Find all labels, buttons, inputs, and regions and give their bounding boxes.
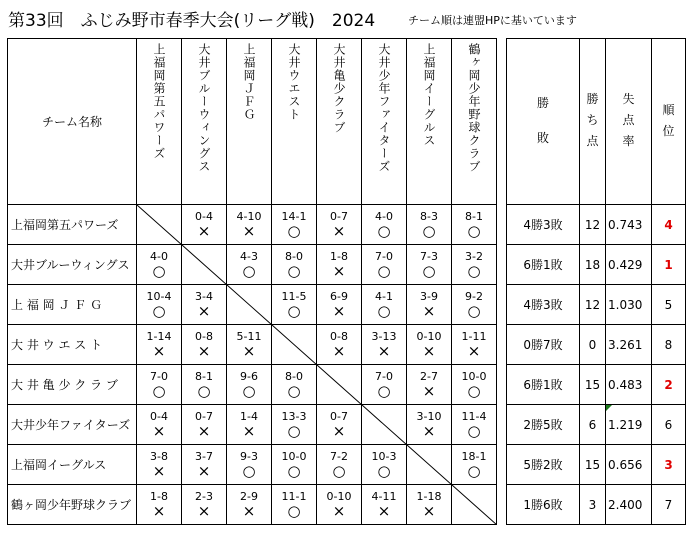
win-loss-record: 2勝5敗: [507, 405, 580, 445]
match-score: 11-5: [281, 290, 307, 303]
team-name: 大 井 亀 少 ク ラ ブ: [8, 365, 137, 405]
match-cell: [362, 325, 407, 365]
match-cell: [362, 205, 407, 245]
match-result-mark: ×: [422, 382, 436, 400]
team-column-label: 上福岡第五パワーズ: [152, 43, 166, 160]
match-result-mark: ○: [422, 222, 436, 240]
match-result-mark: ○: [467, 302, 481, 320]
match-cell: [452, 325, 497, 365]
match-cell: [362, 245, 407, 285]
match-result-mark: ○: [467, 262, 481, 280]
match-score: 8-0: [285, 370, 303, 383]
match-result-mark: ×: [242, 222, 256, 240]
match-score: 8-0: [285, 250, 303, 263]
match-cell: [137, 445, 182, 485]
team-name: 大井ブルーウィングス: [8, 245, 137, 285]
team-column-label: 大井少年ファイターズ: [377, 43, 391, 173]
wins-header-char: 敗: [536, 130, 549, 145]
match-score: 10-4: [146, 290, 172, 303]
match-result-mark: ○: [467, 462, 481, 480]
win-points: 15: [580, 365, 606, 405]
match-result-mark: ×: [332, 302, 346, 320]
match-cell: [407, 485, 452, 525]
runs-allowed-rate: 1.030: [606, 285, 652, 325]
match-result-mark: ○: [242, 462, 256, 480]
team-column-label: 鶴ヶ岡少年野球クラブ: [467, 43, 481, 173]
match-cell: [317, 325, 362, 365]
match-result-mark: ○: [377, 262, 391, 280]
match-cell: [362, 285, 407, 325]
match-score: 0-7: [195, 410, 213, 423]
match-score: 3-10: [416, 410, 442, 423]
match-result-mark: ○: [287, 222, 301, 240]
match-result-mark: ○: [332, 462, 346, 480]
self-match-cell: [182, 245, 227, 285]
match-result-mark: ○: [197, 382, 211, 400]
match-score: 0-4: [150, 410, 168, 423]
diagonal-line: [137, 205, 182, 245]
match-score: 9-3: [240, 450, 258, 463]
match-score: 10-0: [461, 370, 487, 383]
runs-allowed-rate: 0.743: [606, 205, 652, 245]
ratio-header-char: 失: [622, 92, 635, 106]
standings-header-row: [507, 39, 686, 205]
match-result-mark: ○: [287, 262, 301, 280]
match-result-mark: ○: [287, 502, 301, 520]
match-cell: [452, 445, 497, 485]
match-result-mark: ×: [422, 342, 436, 360]
comment-flag-icon: [606, 405, 612, 411]
match-cell: [407, 205, 452, 245]
points-header: [580, 39, 606, 205]
rank-value: 4: [652, 205, 686, 245]
match-cell: [317, 445, 362, 485]
match-cell: [272, 365, 317, 405]
match-score: 0-7: [330, 210, 348, 223]
match-score: 8-1: [465, 210, 483, 223]
match-score: 0-7: [330, 410, 348, 423]
match-result-mark: ×: [377, 502, 391, 520]
match-score: 4-3: [240, 250, 258, 263]
standings-row: [507, 365, 686, 405]
runs-allowed-rate: 0.483: [606, 365, 652, 405]
win-loss-record: 0勝7敗: [507, 325, 580, 365]
win-points: 15: [580, 445, 606, 485]
self-match-cell: [317, 365, 362, 405]
diagonal-line: [317, 365, 362, 405]
match-cell: [407, 325, 452, 365]
diagonal-line: [272, 325, 317, 365]
match-score: 3-13: [371, 330, 397, 343]
match-cell: [452, 285, 497, 325]
match-cell: [227, 325, 272, 365]
win-loss-record: 6勝1敗: [507, 365, 580, 405]
rank-header-char: 位: [662, 123, 675, 138]
match-score: 7-0: [150, 370, 168, 383]
match-result-mark: ×: [332, 502, 346, 520]
match-score: 2-3: [195, 490, 213, 503]
match-score: 3-9: [420, 290, 438, 303]
match-cell: [407, 245, 452, 285]
self-match-cell: [137, 205, 182, 245]
match-result-mark: ×: [332, 262, 346, 280]
match-score: 2-9: [240, 490, 258, 503]
match-result-mark: ○: [152, 302, 166, 320]
match-score: 1-11: [461, 330, 487, 343]
diagonal-line: [227, 285, 272, 325]
match-result-mark: ×: [422, 422, 436, 440]
self-match-cell: [227, 285, 272, 325]
match-cell: [227, 405, 272, 445]
team-column-header: [272, 39, 317, 205]
match-result-mark: ×: [152, 502, 166, 520]
runs-allowed-rate: 3.261: [606, 325, 652, 365]
diagonal-line: [362, 405, 407, 445]
win-loss-record: 5勝2敗: [507, 445, 580, 485]
runs-allowed-rate: 0.656: [606, 445, 652, 485]
win-loss-record: 4勝3敗: [507, 205, 580, 245]
match-result-mark: ×: [332, 342, 346, 360]
match-result-mark: ×: [242, 502, 256, 520]
match-cell: [452, 365, 497, 405]
match-cell: [227, 485, 272, 525]
win-points: 6: [580, 405, 606, 445]
match-result-mark: ×: [332, 422, 346, 440]
team-name: 上福岡第五パワーズ: [8, 205, 137, 245]
order-note: チーム順は連盟HPに基いています: [408, 14, 577, 27]
team-name: 上福岡イーグルス: [8, 445, 137, 485]
match-result-mark: ×: [152, 342, 166, 360]
match-result-mark: ○: [152, 382, 166, 400]
match-score: 2-7: [420, 370, 438, 383]
standings-row: [507, 205, 686, 245]
team-column-label: 大井亀少クラブ: [332, 43, 346, 134]
match-score: 11-4: [461, 410, 487, 423]
match-score: 4-11: [371, 490, 397, 503]
standings-row: [507, 285, 686, 325]
match-score: 3-4: [195, 290, 213, 303]
match-cell: [452, 205, 497, 245]
team-row: [8, 485, 497, 525]
match-score: 5-11: [236, 330, 262, 343]
match-result-mark: ○: [467, 382, 481, 400]
match-score: 0-8: [330, 330, 348, 343]
standings-table: [506, 38, 686, 525]
match-cell: [407, 405, 452, 445]
team-name: 大井少年ファイターズ: [8, 405, 137, 445]
team-column-header: [137, 39, 182, 205]
match-result-mark: ○: [422, 262, 436, 280]
match-cell: [272, 205, 317, 245]
match-score: 7-3: [420, 250, 438, 263]
team-column-label: 上福岡イーグルス: [422, 43, 436, 147]
match-cell: [272, 245, 317, 285]
standings-row: [507, 445, 686, 485]
match-cell: [182, 485, 227, 525]
match-cell: [317, 405, 362, 445]
match-cell: [272, 445, 317, 485]
match-cell: [227, 245, 272, 285]
match-result-mark: ○: [242, 382, 256, 400]
wins-header: [507, 39, 580, 205]
match-score: 6-9: [330, 290, 348, 303]
match-result-mark: ×: [197, 222, 211, 240]
match-result-mark: ×: [332, 222, 346, 240]
match-score: 18-1: [461, 450, 487, 463]
match-score: 1-18: [416, 490, 442, 503]
match-result-mark: ○: [287, 422, 301, 440]
match-cell: [137, 405, 182, 445]
match-result-mark: ×: [242, 422, 256, 440]
match-score: 0-4: [195, 210, 213, 223]
match-result-mark: ×: [197, 342, 211, 360]
match-result-mark: ○: [377, 302, 391, 320]
rank-value: 6: [652, 405, 686, 445]
match-score: 7-0: [375, 250, 393, 263]
match-score: 10-0: [281, 450, 307, 463]
match-score: 11-1: [281, 490, 307, 503]
match-cell: [272, 405, 317, 445]
match-score: 1-8: [330, 250, 348, 263]
rank-header: [652, 39, 686, 205]
match-result-mark: ×: [467, 342, 481, 360]
win-loss-record: 6勝1敗: [507, 245, 580, 285]
match-score: 1-8: [150, 490, 168, 503]
match-score: 0-8: [195, 330, 213, 343]
team-name: 上 福 岡 Ｊ Ｆ Ｇ: [8, 285, 137, 325]
match-score: 3-7: [195, 450, 213, 463]
team-name-header: チーム名称: [8, 39, 137, 205]
win-loss-record: 1勝6敗: [507, 485, 580, 525]
rank-value: 3: [652, 445, 686, 485]
rank-value: 8: [652, 325, 686, 365]
runs-allowed-rate: 1.219: [606, 405, 652, 445]
match-score: 9-6: [240, 370, 258, 383]
match-cell: [137, 285, 182, 325]
match-cell: [317, 245, 362, 285]
diagonal-line: [452, 485, 497, 525]
page-title: 第33回 ふじみ野市春季大会(リーグ戦) 2024: [8, 11, 376, 31]
match-cell: [452, 405, 497, 445]
match-score: 13-3: [281, 410, 307, 423]
match-score: 3-2: [465, 250, 483, 263]
match-result-mark: ○: [242, 262, 256, 280]
match-score: 0-10: [326, 490, 352, 503]
points-header-char: 点: [586, 134, 599, 148]
match-result-mark: ○: [467, 222, 481, 240]
match-score: 8-3: [420, 210, 438, 223]
results-matrix: [7, 38, 497, 525]
match-cell: [137, 245, 182, 285]
team-row: [8, 365, 497, 405]
match-score: 4-1: [375, 290, 393, 303]
rank-value: 7: [652, 485, 686, 525]
match-result-mark: ×: [422, 302, 436, 320]
match-score: 0-10: [416, 330, 442, 343]
match-cell: [182, 325, 227, 365]
match-cell: [452, 245, 497, 285]
team-name: 鶴ヶ岡少年野球クラブ: [8, 485, 137, 525]
wins-header-char: 勝: [536, 95, 549, 110]
team-row: [8, 445, 497, 485]
match-cell: [137, 325, 182, 365]
team-column-header: [452, 39, 497, 205]
match-result-mark: ×: [197, 422, 211, 440]
match-score: 4-0: [150, 250, 168, 263]
match-result-mark: ○: [287, 302, 301, 320]
match-result-mark: ×: [197, 462, 211, 480]
rank-header-text: [652, 101, 685, 139]
match-cell: [227, 365, 272, 405]
runs-allowed-rate: 0.429: [606, 245, 652, 285]
match-result-mark: ×: [422, 502, 436, 520]
rank-value: 2: [652, 365, 686, 405]
match-result-mark: ○: [287, 462, 301, 480]
team-column-label: 大井ブルーウィングス: [197, 43, 211, 173]
team-row: [8, 245, 497, 285]
match-cell: [182, 405, 227, 445]
match-cell: [362, 485, 407, 525]
match-cell: [362, 365, 407, 405]
match-cell: [317, 205, 362, 245]
rank-value: 5: [652, 285, 686, 325]
team-column-header: [227, 39, 272, 205]
match-result-mark: ○: [152, 262, 166, 280]
team-column-header: [407, 39, 452, 205]
match-score: 10-3: [371, 450, 397, 463]
match-cell: [137, 485, 182, 525]
match-cell: [407, 285, 452, 325]
match-score: 14-1: [281, 210, 307, 223]
win-points: 12: [580, 285, 606, 325]
team-row: [8, 405, 497, 445]
team-row: [8, 205, 497, 245]
match-result-mark: ×: [197, 302, 211, 320]
points-header-char: ち: [586, 113, 599, 127]
match-cell: [137, 365, 182, 405]
team-column-label: 大井ウエスト: [287, 43, 301, 121]
header-row: [8, 39, 497, 205]
win-points: 12: [580, 205, 606, 245]
match-cell: [182, 365, 227, 405]
self-match-cell: [407, 445, 452, 485]
match-cell: [407, 365, 452, 405]
match-score: 1-4: [240, 410, 258, 423]
self-match-cell: [452, 485, 497, 525]
win-points: 18: [580, 245, 606, 285]
standings-row: [507, 325, 686, 365]
points-header-text: [580, 90, 605, 149]
match-result-mark: ○: [377, 382, 391, 400]
match-score: 4-0: [375, 210, 393, 223]
rank-value: 1: [652, 245, 686, 285]
match-result-mark: ○: [287, 382, 301, 400]
runs-allowed-rate: 2.400: [606, 485, 652, 525]
match-cell: [227, 445, 272, 485]
win-loss-record: 4勝3敗: [507, 285, 580, 325]
diagonal-line: [407, 445, 452, 485]
team-row: [8, 285, 497, 325]
rank-header-char: 順: [662, 102, 675, 117]
ratio-header-char: 率: [622, 134, 635, 148]
match-score: 1-14: [146, 330, 172, 343]
match-score: 7-2: [330, 450, 348, 463]
diagonal-line: [182, 245, 227, 285]
points-header-char: 勝: [586, 92, 599, 106]
match-result-mark: ×: [242, 342, 256, 360]
match-result-mark: ○: [467, 422, 481, 440]
match-cell: [272, 285, 317, 325]
match-cell: [317, 485, 362, 525]
match-cell: [182, 205, 227, 245]
win-points: 3: [580, 485, 606, 525]
team-column-header: [362, 39, 407, 205]
ratio-header-text: [606, 90, 651, 149]
team-row: [8, 325, 497, 365]
match-score: 4-10: [236, 210, 262, 223]
match-cell: [182, 445, 227, 485]
standings-row: [507, 245, 686, 285]
win-points: 0: [580, 325, 606, 365]
team-column-label: 上福岡ＪＦＧ: [242, 43, 256, 121]
ratio-header-char: 点: [622, 113, 635, 127]
match-score: 9-2: [465, 290, 483, 303]
match-cell: [227, 205, 272, 245]
match-score: 3-8: [150, 450, 168, 463]
match-cell: [182, 285, 227, 325]
match-result-mark: ×: [377, 342, 391, 360]
team-name: 大 井 ウ エ ス ト: [8, 325, 137, 365]
self-match-cell: [362, 405, 407, 445]
wins-header-text: [507, 94, 579, 146]
match-result-mark: ×: [152, 462, 166, 480]
match-result-mark: ×: [197, 502, 211, 520]
match-result-mark: ○: [377, 462, 391, 480]
match-cell: [272, 485, 317, 525]
match-cell: [362, 445, 407, 485]
team-column-header: [182, 39, 227, 205]
self-match-cell: [272, 325, 317, 365]
standings-row: [507, 485, 686, 525]
standings-row: [507, 405, 686, 445]
match-score: 8-1: [195, 370, 213, 383]
team-column-header: [317, 39, 362, 205]
ratio-header: [606, 39, 652, 205]
match-cell: [317, 285, 362, 325]
match-result-mark: ○: [377, 222, 391, 240]
match-result-mark: ×: [152, 422, 166, 440]
match-score: 7-0: [375, 370, 393, 383]
